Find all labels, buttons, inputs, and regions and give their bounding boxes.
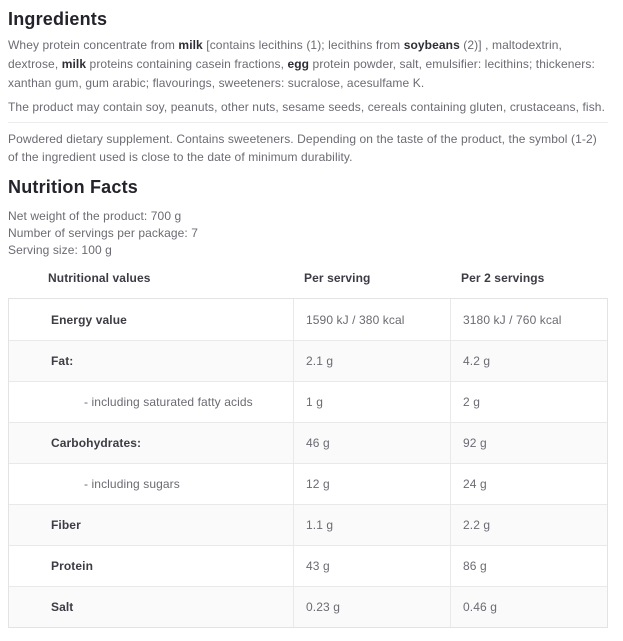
column-header-per-serving: Per serving <box>304 271 371 285</box>
nutrition-table-header <box>8 271 608 285</box>
per-2-servings-value: 2 g <box>450 382 607 422</box>
per-2-servings-value: 86 g <box>450 546 607 586</box>
text-segment: proteins containing casein fractions, <box>86 57 288 71</box>
nutrient-label: Energy value <box>51 312 127 327</box>
per-serving-value: 12 g <box>293 464 450 504</box>
nutrition-table-row <box>9 586 607 627</box>
per-2-servings-value: 3180 kJ / 760 kcal <box>450 299 607 340</box>
per-serving-value: 1.1 g <box>293 505 450 545</box>
allergen-bold-term: milk <box>61 57 87 71</box>
per-serving-value: 46 g <box>293 423 450 463</box>
supplement-note-paragraph: Powdered dietary supplement. Contains sweeteners. Depending on the taste of the product, the symbol (1-2) of the ingredient used is close to the date of minimum durability. <box>8 132 597 164</box>
composition-paragraph <box>8 36 608 93</box>
column-header-nutritional-values: Nutritional values <box>48 271 151 285</box>
per-serving-value: 0.23 g <box>293 587 450 627</box>
per-2-servings-value: 4.2 g <box>450 341 607 381</box>
per-serving-value: 2.1 g <box>293 341 450 381</box>
allergen-bold-term: milk <box>178 38 203 52</box>
nutrient-label: Protein <box>51 559 94 573</box>
per-2-servings-value: 92 g <box>450 423 607 463</box>
nutrition-table-row <box>9 340 607 381</box>
nutrition-facts-heading: Nutrition Facts <box>8 177 139 197</box>
nutrient-label: - including sugars <box>84 477 180 491</box>
nutrition-meta <box>8 208 608 259</box>
column-header-per-2-servings: Per 2 servings <box>461 271 545 285</box>
nutrition-table-row <box>9 504 607 545</box>
allergen-bold-term: soybeans <box>403 38 460 52</box>
text-segment: Whey protein concentrate from <box>8 38 179 52</box>
section-divider <box>8 122 608 123</box>
serving-size-line: Serving size: 100 g <box>8 243 112 257</box>
net-weight-line: Net weight of the product: 700 g <box>8 209 182 223</box>
per-serving-value: 1590 kJ / 380 kcal <box>293 299 450 340</box>
servings-per-package-line: Number of servings per package: 7 <box>8 226 199 240</box>
ingredients-heading: Ingredients <box>8 9 108 29</box>
nutrient-label: Fiber <box>51 518 81 532</box>
nutrition-table-row <box>9 545 607 586</box>
text-segment: [contains lecithins (1); lecithins from <box>202 38 404 52</box>
allergen-paragraph: The product may contain soy, peanuts, other nuts, sesame seeds, cereals containing gluten, crustaceans, fish. <box>8 100 606 114</box>
nutrient-label: - including saturated fatty acids <box>84 395 253 409</box>
nutrition-table-row <box>9 422 607 463</box>
text-segment: (2)] , maltodextrin, dextrose, <box>8 38 562 71</box>
per-serving-value: 43 g <box>293 546 450 586</box>
per-2-servings-value: 24 g <box>450 464 607 504</box>
text-segment: protein powder, salt, emulsifier: lecithins; thickeners: xanthan gum, gum arabic; flavourings, sweeteners: sucralose, acesulfame K. <box>8 57 595 90</box>
per-2-servings-value: 0.46 g <box>450 587 607 627</box>
nutrition-table-row <box>9 463 607 504</box>
nutrition-table-body <box>8 298 608 628</box>
per-2-servings-value: 2.2 g <box>450 505 607 545</box>
allergen-bold-term: egg <box>287 57 310 71</box>
nutrition-table-row <box>9 299 607 340</box>
nutrient-label: Fat: <box>51 354 74 368</box>
nutrient-label: Carbohydrates: <box>51 436 142 450</box>
per-serving-value: 1 g <box>293 382 450 422</box>
nutrition-table-row <box>9 381 607 422</box>
nutrient-label: Salt <box>51 600 74 614</box>
